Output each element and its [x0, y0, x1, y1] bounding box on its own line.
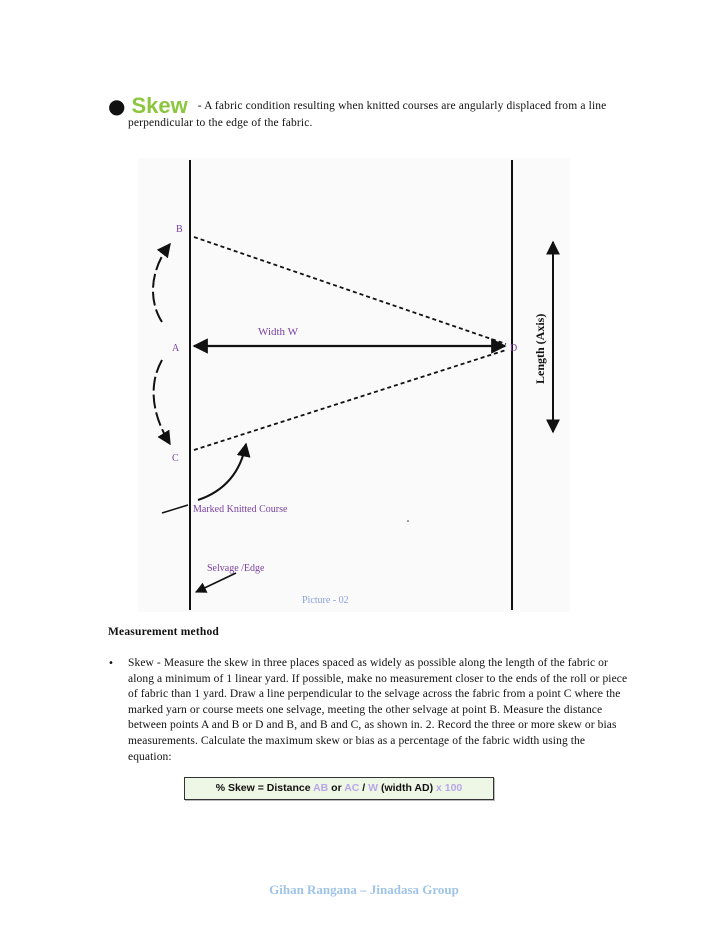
equation-ab: AB — [313, 782, 329, 794]
footer-author: Gihan Rangana – Jinadasa Group — [269, 882, 459, 897]
skew-term: Skew — [131, 93, 188, 118]
label-b: B — [176, 224, 183, 235]
equation-or: or — [328, 782, 345, 794]
equation-box — [184, 777, 494, 800]
figure-background — [138, 158, 570, 612]
label-d: D — [510, 343, 518, 354]
equation-prefix: % Skew = Distance — [215, 782, 314, 794]
equation-w: W — [368, 782, 379, 794]
marked-course-label: Marked Knitted Course — [193, 504, 288, 515]
label-c: C — [172, 453, 179, 464]
skew-definition-continued: perpendicular to the edge of the fabric. — [128, 117, 313, 129]
equation-ac: AC — [344, 782, 360, 794]
measurement-text: Skew - Measure the skew in three places spaced as widely as possible along the length of the fabric or along a minimum of 1 linear yard. If possible, make no measurement closer to the ends of the roll or piece of fabric than 1 yard. Draw a line perpendicular to the selvage across the fabric from a point C where the marked yarn or course meets one selvage, meeting the other selvage at point B. Measure the distance between points A and B or D and B, and B and C, as shown in. 2. Record the three or more skew or bias measurements. Calculate the maximum skew or bias as a percentage of the fabric width using the equation: — [128, 657, 628, 763]
equation-times-100: x 100 — [436, 782, 463, 794]
measurement-heading: Measurement method — [108, 626, 220, 638]
equation-slash: / — [359, 782, 369, 794]
bullet-icon: • — [108, 658, 114, 669]
figure-caption: Picture - 02 — [302, 595, 349, 606]
equation-width-ad: (width AD) — [378, 782, 436, 794]
length-axis-label: Length (Axis) — [533, 313, 547, 384]
skew-definition: - A fabric condition resulting when knitted courses are angularly displaced from a line — [197, 100, 607, 112]
bullet-icon: ● — [108, 94, 126, 118]
label-a: A — [172, 343, 180, 354]
width-label: Width W — [258, 326, 298, 338]
selvage-label: Selvage /Edge — [207, 563, 265, 574]
stray-dot — [407, 520, 409, 522]
measurement-list-item — [108, 656, 628, 765]
